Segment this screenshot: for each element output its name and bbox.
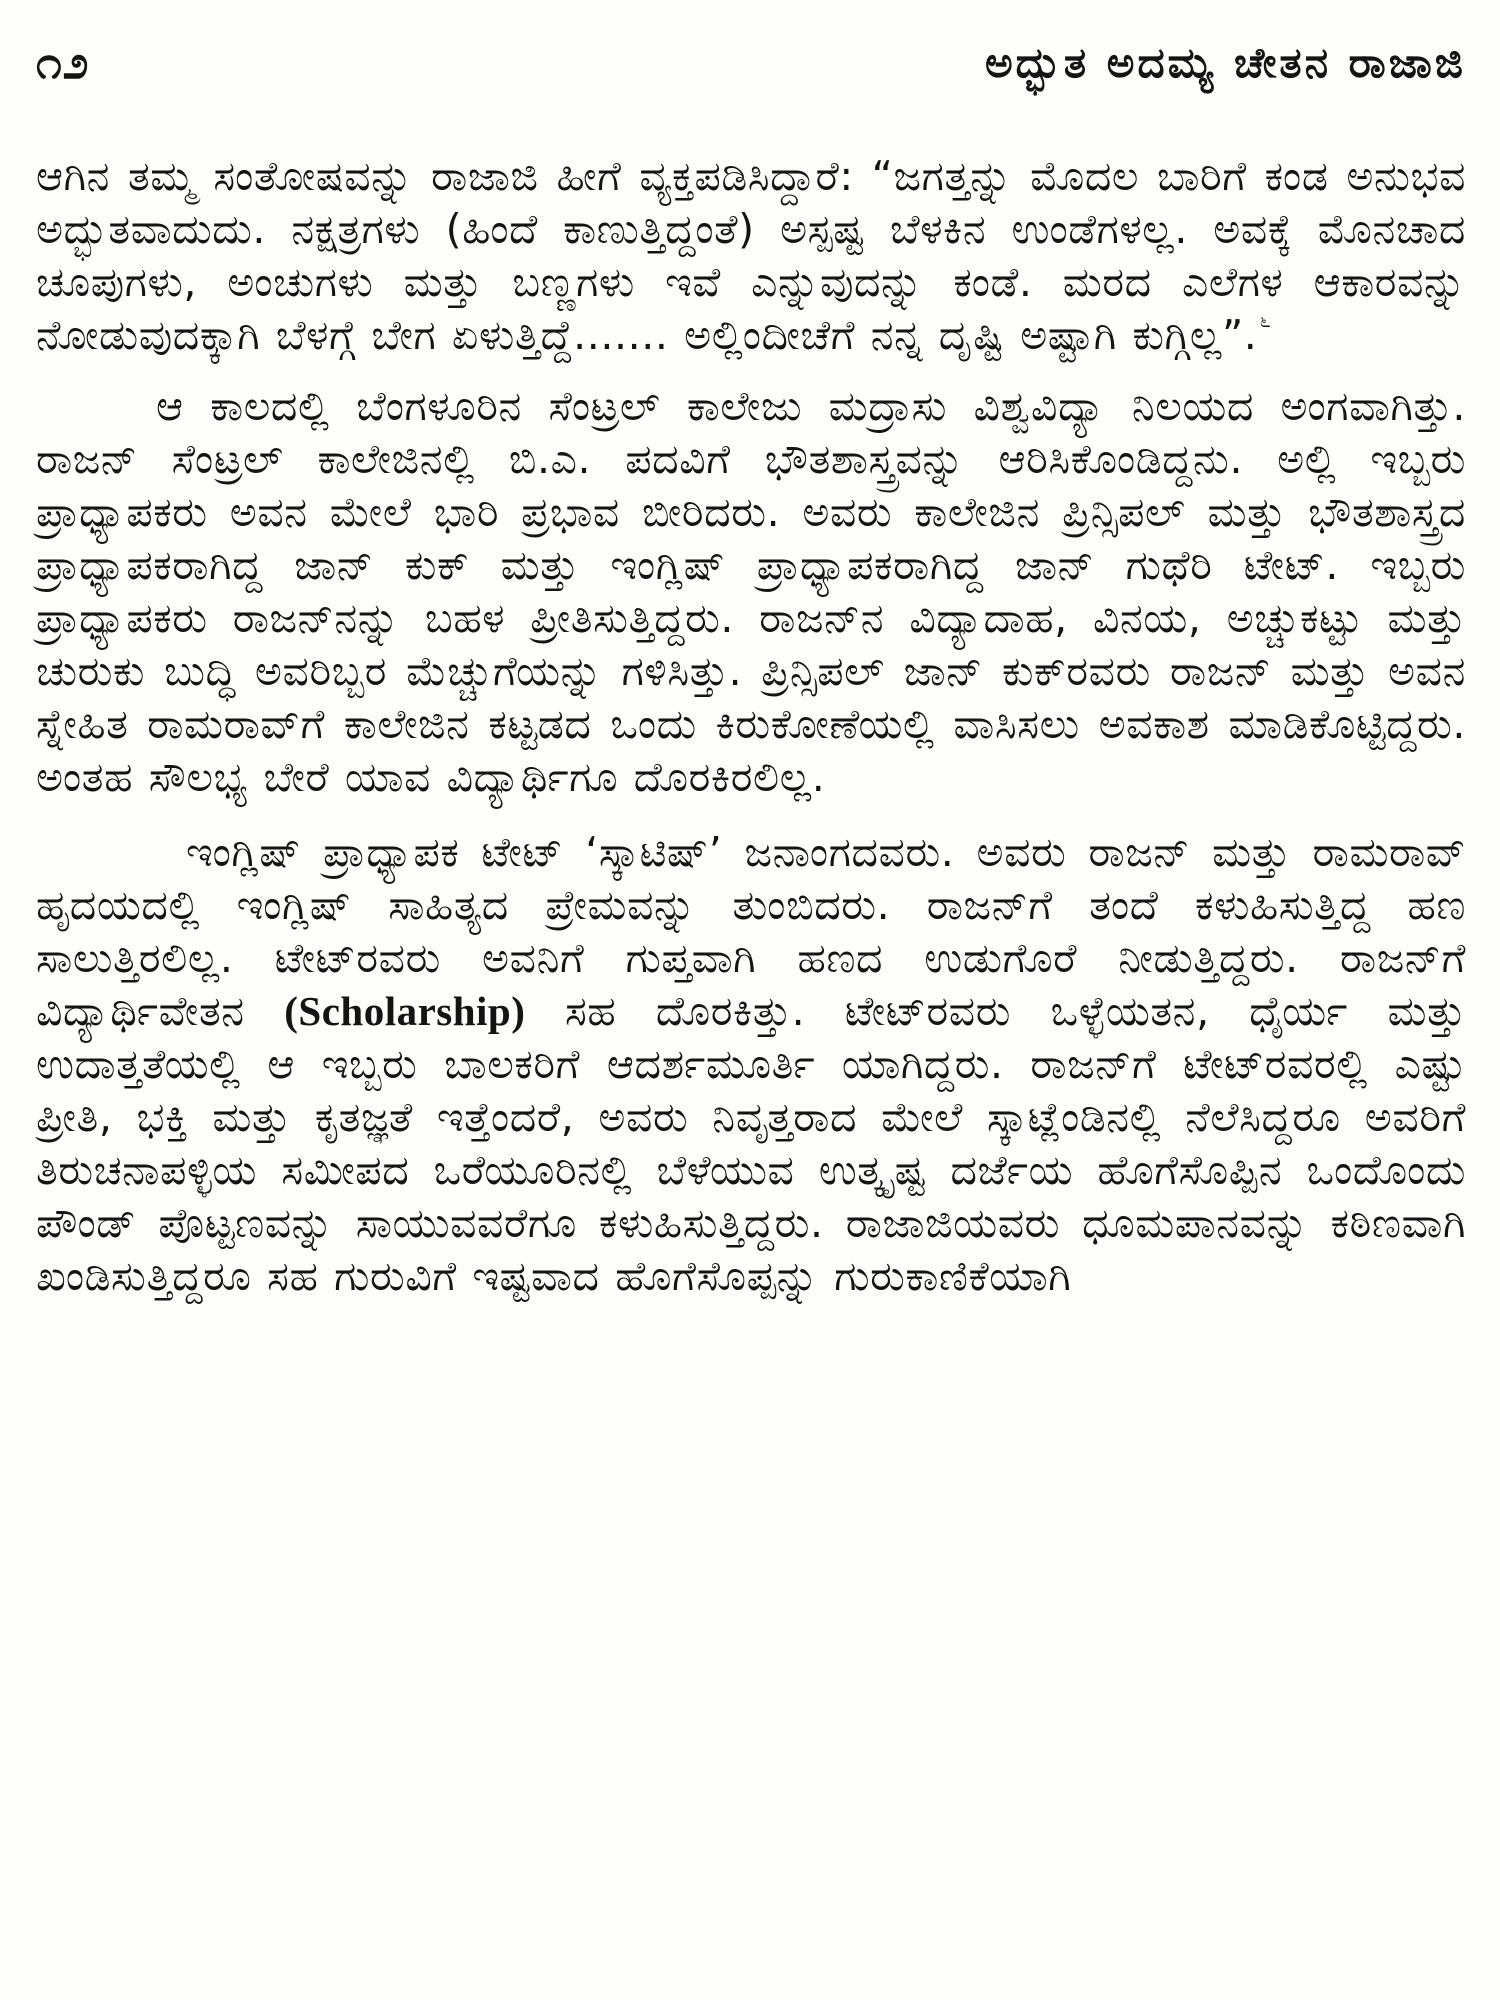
page-header (36, 28, 1466, 98)
paragraph-2-text: ಆ ಕಾಲದಲ್ಲಿ ಬೆಂಗಳೂರಿನ ಸೆಂಟ್ರಲ್ ಕಾಲೇಜು ಮದ್ರಾಸು ವಿಶ್ವವಿದ್ಯಾ ನಿಲಯದ ಅಂಗವಾಗಿತ್ತು. ರಾಜನ್ ಸೆಂಟ್ರಲ್ ಕಾಲೇಜಿನಲ್ಲಿ ಬಿ.ಎ. ಪದವಿಗೆ ಭೌತಶಾಸ್ತ್ರವನ್ನು ಆರಿಸಿಕೊಂಡಿದ್ದನು. ಅಲ್ಲಿ ಇಬ್ಬರು ಪ್ರಾಧ್ಯಾಪಕರು ಅವನ ಮೇಲೆ ಭಾರಿ ಪ್ರಭಾವ ಬೀರಿದರು. ಅವರು ಕಾಲೇಜಿನ ಪ್ರಿನ್ಸಿಪಲ್ ಮತ್ತು ಭೌತಶಾಸ್ತ್ರದ ಪ್ರಾಧ್ಯಾಪಕರಾಗಿದ್ದ ಜಾನ್ ಕುಕ್ ಮತ್ತು ಇಂಗ್ಲಿಷ್ ಪ್ರಾಧ್ಯಾಪಕರಾಗಿದ್ದ ಜಾನ್ ಗುಥೆರಿ ಟೇಟ್. ಇಬ್ಬರು ಪ್ರಾಧ್ಯಾಪಕರು ರಾಜನ್‌ನನ್ನು ಬಹಳ ಪ್ರೀತಿಸುತ್ತಿದ್ದರು. ರಾಜನ್‌ನ ವಿದ್ಯಾದಾಹ, ವಿನಯ, ಅಚ್ಚುಕಟ್ಟು ಮತ್ತು ಚುರುಕು ಬುದ್ಧಿ ಅವರಿಬ್ಬರ ಮೆಚ್ಚುಗೆಯನ್ನು ಗಳಿಸಿತ್ತು. ಪ್ರಿನ್ಸಿಪಲ್ ಜಾನ್ ಕುಕ್‌ರವರು ರಾಜನ್ ಮತ್ತು ಅವನ ಸ್ನೇಹಿತ ರಾಮರಾವ್‌ಗೆ ಕಾಲೇಜಿನ ಕಟ್ಟಡದ ಒಂದು ಕಿರುಕೋಣೆಯಲ್ಲಿ ವಾಸಿಸಲು ಅವಕಾಶ ಮಾಡಿಕೊಟ್ಟಿದ್ದರು. ಅಂತಹ ಸೌಲಭ್ಯ ಬೇರೆ ಯಾವ ವಿದ್ಯಾರ್ಥಿಗೂ ದೊರಕಿರಲಿಲ್ಲ. (36, 382, 1466, 801)
page-number: ೧೨ (36, 35, 90, 89)
paragraph-3-text-before: ಇಂಗ್ಲಿಷ್ ಪ್ರಾಧ್ಯಾಪಕ ಟೇಟ್ ‘ಸ್ಕಾಟಿಷ್’ ಜನಾಂಗದವರು. ಅವರು ರಾಜನ್ ಮತ್ತು ರಾಮರಾವ್ ಹೃದಯದಲ್ಲಿ ಇಂಗ್ಲಿಷ್ ಸಾಹಿತ್ಯದ ಪ್ರೇಮವನ್ನು ತುಂಬಿದರು. ರಾಜನ್‌ಗೆ ತಂದೆ ಕಳುಹಿಸುತ್ತಿದ್ದ ಹಣ ಸಾಲುತ್ತಿರಲಿಲ್ಲ. ಟೇಟ್‌ರವರು ಅವನಿಗೆ ಗುಪ್ತವಾಗಿ ಹಣದ ಉಡುಗೊರೆ ನೀಡುತ್ತಿದ್ದರು. ರಾಜನ್‌ಗೆ ವಿದ್ಯಾರ್ಥಿವೇತನ (36, 828, 1466, 1035)
footnote-marker: ೬ (1259, 308, 1272, 332)
paragraph-1-text: ಆಗಿನ ತಮ್ಮ ಸಂತೋಷವನ್ನು ರಾಜಾಜಿ ಹೀಗೆ ವ್ಯಕ್ತಪಡಿಸಿದ್ದಾರೆ: “ಜಗತ್ತನ್ನು ಮೊದಲ ಬಾರಿಗೆ ಕಂಡ ಅನುಭವ ಅದ್ಭುತವಾದುದು. ನಕ್ಷತ್ರಗಳು (ಹಿಂದೆ ಕಾಣುತ್ತಿದ್ದಂತೆ) ಅಸ್ಪಷ್ಟ ಬೆಳಕಿನ ಉಂಡೆಗಳಲ್ಲ. ಅವಕ್ಕೆ ಮೊನಚಾದ ಚೂಪುಗಳು, ಅಂಚುಗಳು ಮತ್ತು ಬಣ್ಣಗಳು ಇವೆ ಎನ್ನುವುದನ್ನು ಕಂಡೆ. ಮರದ ಎಲೆಗಳ ಆಕಾರವನ್ನು ನೋಡುವುದಕ್ಕಾಗಿ ಬೆಳಗ್ಗೆ ಬೇಗ ಏಳುತ್ತಿದ್ದೆ....... ಅಲ್ಲಿಂದೀಚೆಗೆ ನನ್ನ ದೃಷ್ಟಿ ಅಷ್ಟಾಗಿ ಕುಗ್ಗಿಲ್ಲ”. (36, 152, 1466, 359)
paragraph-3 (36, 826, 1466, 1303)
paragraph-3-text-after: ಸಹ ದೊರಕಿತ್ತು. ಟೇಟ್‌ರವರು ಒಳ್ಳೆಯತನ, ಧೈರ್ಯ ಮತ್ತು ಉದಾತ್ತತೆಯಲ್ಲಿ ಆ ಇಬ್ಬರು ಬಾಲಕರಿಗೆ ಆದರ್ಶಮೂರ್ತಿ ಯಾಗಿದ್ದರು. ರಾಜನ್‌ಗೆ ಟೇಟ್‌ರವರಲ್ಲಿ ಎಷ್ಟು ಪ್ರೀತಿ, ಭಕ್ತಿ ಮತ್ತು ಕೃತಜ್ಞತೆ ಇತ್ತೆಂದರೆ, ಅವರು ನಿವೃತ್ತರಾದ ಮೇಲೆ ಸ್ಕಾಟ್ಲೆಂಡಿನಲ್ಲಿ ನೆಲೆಸಿದ್ದರೂ ಅವರಿಗೆ ತಿರುಚನಾಪಳ್ಳಿಯ ಸಮೀಪದ ಒರೆಯೂರಿನಲ್ಲಿ ಬೆಳೆಯುವ ಉತ್ಕೃಷ್ಟ ದರ್ಜೆಯ ಹೊಗೆಸೊಪ್ಪಿನ ಒಂದೊಂದು ಪೌಂಡ್ ಪೊಟ್ಟಣವನ್ನು ಸಾಯುವವರೆಗೂ ಕಳುಹಿಸುತ್ತಿದ್ದರು. ರಾಜಾಜಿಯವರು ಧೂಮಪಾನವನ್ನು ಕಠಿಣವಾಗಿ ಖಂಡಿಸುತ್ತಿದ್ದರೂ ಸಹ ಗುರುವಿಗೆ ಇಷ್ಟವಾದ ಹೊಗೆಸೊಪ್ಪನ್ನು ಗುರುಕಾಣಿಕೆಯಾಗಿ (36, 987, 1466, 1300)
page-body (36, 150, 1466, 1303)
paragraph-1 (36, 150, 1466, 362)
paragraph-2 (36, 380, 1466, 804)
running-title: ಅದ್ಭುತ ಅದಮ್ಯ ಚೇತನ ರಾಜಾಜಿ (984, 38, 1466, 87)
english-term: (Scholarship) (284, 988, 526, 1034)
